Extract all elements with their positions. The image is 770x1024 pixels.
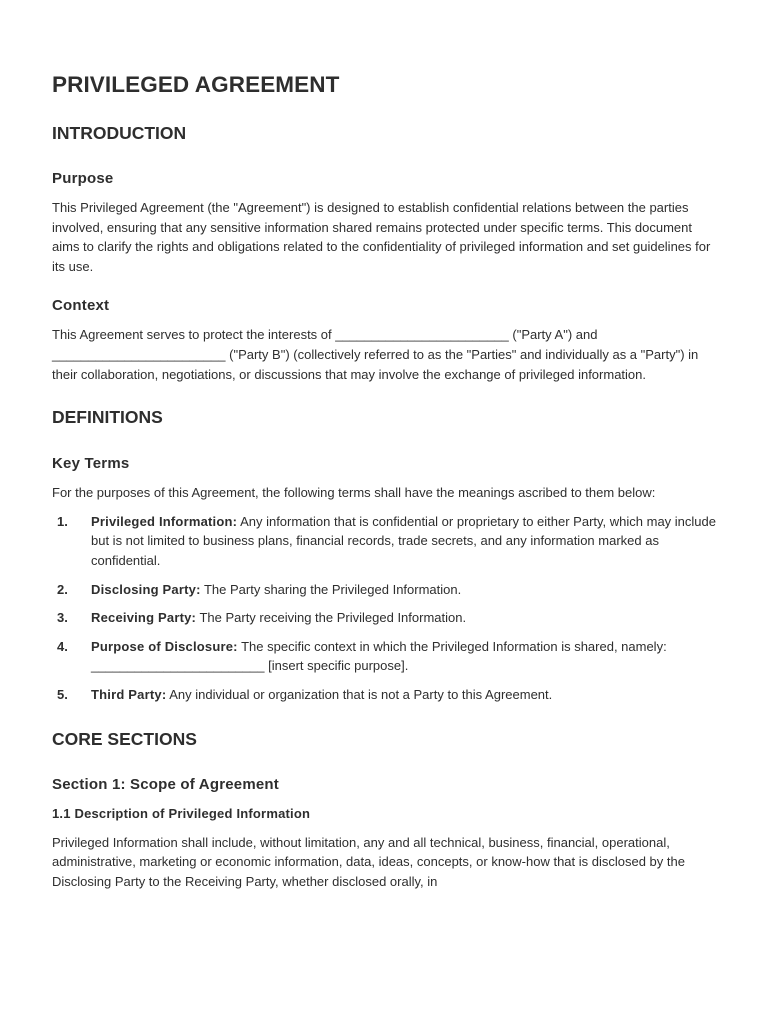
purpose-paragraph: This Privileged Agreement (the "Agreement") is designed to establish confidential relations between the parties involved, ensuring that any sensitive information shared remains protected under specific terms. This document aims to clarify the rights and obligations related to the confidentiality of privileged information and set guidelines for its use. bbox=[52, 200, 711, 274]
core-sections-heading: CORE SECTIONS bbox=[52, 728, 197, 749]
section-1-heading: Section 1: Scope of Agreement bbox=[52, 775, 279, 793]
list-item bbox=[52, 512, 718, 571]
term-label: Privileged Information: bbox=[91, 513, 238, 529]
purpose-heading: Purpose bbox=[52, 170, 114, 187]
list-item bbox=[52, 608, 718, 628]
subsection-1-1-heading: 1.1 Description of Privileged Information bbox=[52, 805, 311, 821]
definitions-heading: DEFINITIONS bbox=[52, 407, 163, 428]
term-definition: The Party receiving the Privileged Information. bbox=[196, 610, 467, 626]
list-number: 2. bbox=[57, 581, 68, 597]
term-label: Purpose of Disclosure: bbox=[91, 638, 238, 654]
subsection-1-1-paragraph: Privileged Information shall include, without limitation, any and all technical, business, financial, operational, administrative, marketing or economic information, data, ideas, concepts, or know-how that is disclosed by the Disclosing Party to the Receiving Party, whether disclosed orally, in bbox=[52, 834, 685, 889]
document-content bbox=[52, 71, 718, 891]
term-definition: Any individual or organization that is not a Party to this Agreement. bbox=[166, 686, 553, 702]
key-terms-intro: For the purposes of this Agreement, the following terms shall have the meanings ascribed to them below: bbox=[52, 485, 656, 501]
context-heading: Context bbox=[52, 297, 110, 315]
list-number: 3. bbox=[57, 610, 68, 626]
term-definition: The Party sharing the Privileged Information. bbox=[200, 581, 462, 597]
list-number: 1. bbox=[57, 513, 68, 529]
list-number: 4. bbox=[57, 638, 68, 654]
term-label: Disclosing Party: bbox=[91, 581, 201, 597]
list-item bbox=[52, 580, 718, 600]
list-item bbox=[52, 637, 718, 676]
list-item bbox=[52, 685, 718, 705]
introduction-heading: INTRODUCTION bbox=[52, 123, 187, 143]
context-paragraph: This Agreement serves to protect the interests of ________________________ ("Party A") and ________________________ ("Party B") (collectively referred to as the "Parties" and individually as a "Party") in their collaboration, negotiations, or discussions that may involve the exchange of privileged information. bbox=[52, 327, 699, 382]
term-label: Receiving Party: bbox=[91, 610, 197, 626]
term-definition: The specific context in which the Privileged Information is shared, namely: ________________________ [insert specific purpose]. bbox=[91, 638, 667, 674]
key-terms-heading: Key Terms bbox=[52, 455, 130, 473]
definitions-list bbox=[52, 512, 718, 705]
document-title: PRIVILEGED AGREEMENT bbox=[52, 72, 340, 97]
term-label: Third Party: bbox=[91, 686, 167, 702]
list-number: 5. bbox=[57, 686, 68, 702]
term-definition: Any information that is confidential or proprietary to either Party, which may include but is not limited to business plans, financial records, trade secrets, and any information marked as confidential. bbox=[91, 513, 716, 568]
